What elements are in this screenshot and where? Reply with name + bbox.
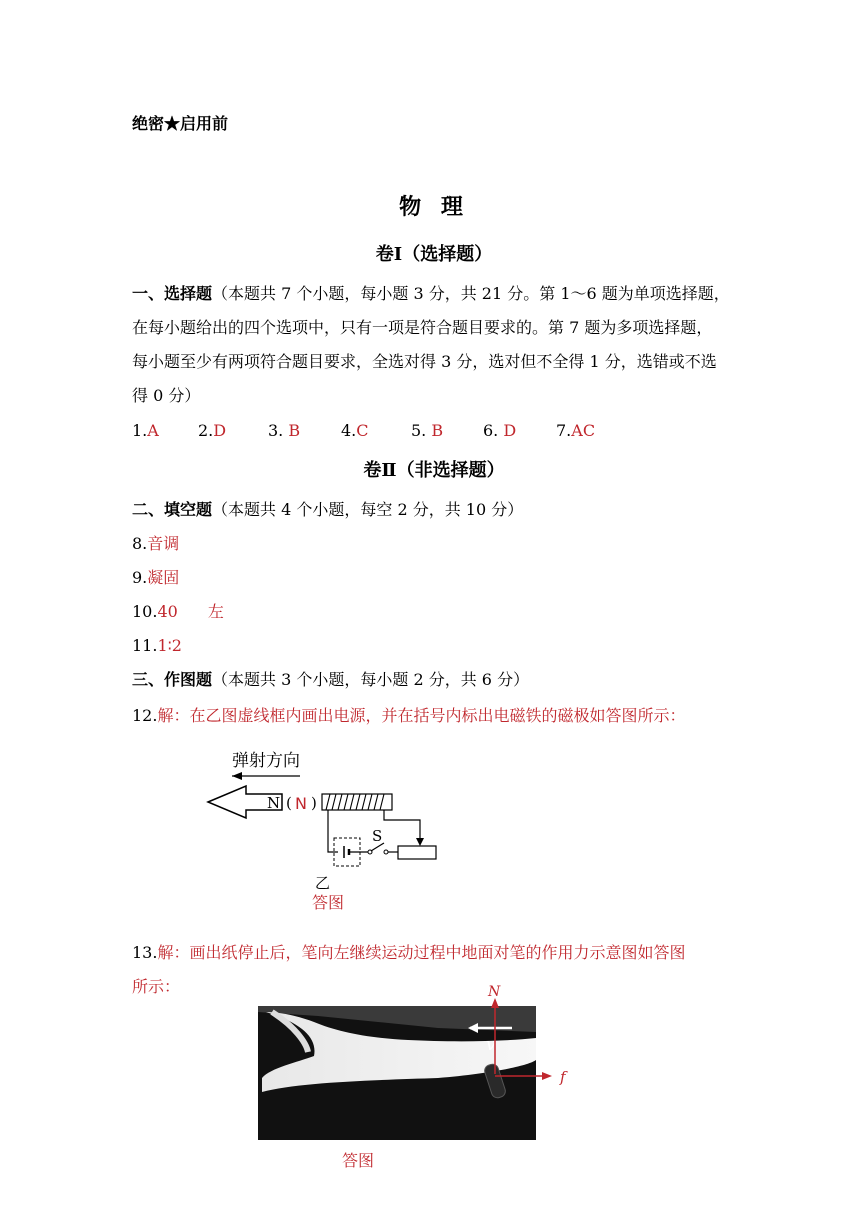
fig12-label: 乙 — [315, 874, 331, 892]
electromagnet-figure — [200, 742, 460, 912]
section3-heading — [132, 663, 529, 697]
section1-line2: 在每小题给出的四个选项中，只有一项是符合题目要求的。第 7 题为多项选择题， — [132, 318, 713, 337]
fig12-direction-label: 弹射方向 — [232, 751, 300, 771]
mc-answer-1: 1.A — [132, 421, 159, 440]
q9-answer: 9.凝固 — [132, 568, 180, 587]
rheostat-slider-arrow — [416, 838, 424, 846]
q8-answer: 8.音调 — [132, 534, 180, 553]
fig12-switch-label: S — [372, 827, 383, 845]
fig13-f-label: f — [560, 1068, 566, 1086]
fig12-caption: 答图 — [312, 893, 345, 912]
q10-answer: 10.40 左 — [132, 602, 224, 621]
section1-label: 一、选择题 — [132, 284, 213, 303]
fig13-n-label: N — [488, 984, 501, 1000]
mc-answer-7: 7.AC — [556, 421, 596, 440]
switch-contact — [384, 850, 388, 854]
rheostat — [398, 846, 436, 859]
wire-right — [384, 810, 420, 842]
section1-line3: 每小题至少有两项符合题目要求，全选对得 3 分，选对但不全得 1 分，选错或不选 — [132, 352, 717, 371]
section2-label: 二、填空题 — [132, 500, 213, 519]
mc-answer-6: 6. D — [483, 421, 517, 440]
section1-line1 — [132, 277, 730, 311]
q13-text-line1: 13.解：画出纸停止后，笔向左继续运动过程中地面对笔的作用力示意图如答图 — [132, 943, 686, 962]
direction-arrow-head — [232, 772, 242, 780]
mc-answer-5: 5. B — [411, 421, 444, 440]
q12-text: 12.解：在乙图虚线框内画出电源，并在括号内标出电磁铁的磁极如答图所示： — [132, 706, 686, 725]
section3-desc: （本题共 3 个小题，每小题 2 分，共 6 分） — [212, 670, 530, 689]
pen-force-figure — [258, 982, 568, 1172]
part1-heading: 卷Ⅰ（选择题） — [375, 244, 493, 265]
mc-answer-4: 4.C — [341, 421, 369, 440]
section2-desc: （本题共 4 个小题，每空 2 分，共 10 分） — [212, 500, 524, 519]
q13-text-line2: 所示： — [132, 977, 181, 996]
section3-label: 三、作图题 — [132, 670, 213, 689]
fig12-pole-answer: N — [295, 794, 307, 813]
section2-heading — [132, 493, 523, 527]
fig12-pole-n: N — [267, 794, 281, 812]
section1-line4: 得 0 分） — [132, 386, 201, 405]
fig13-caption: 答图 — [342, 1151, 375, 1170]
mc-answer-2: 2.D — [198, 421, 227, 440]
fig12-paren-close: ) — [311, 794, 317, 812]
part2-heading: 卷Ⅱ（非选择题） — [363, 460, 505, 481]
wire-left — [328, 810, 338, 852]
fig12-paren-open: ( — [286, 794, 292, 812]
fig13-v-label: v — [486, 1035, 496, 1055]
secret-label: 绝密★启用前 — [132, 114, 229, 133]
page-title: 物 理 — [399, 194, 469, 220]
section1-desc-1: （本题共 7 个小题，每小题 3 分，共 21 分。第 1～6 题为单项选择题， — [212, 284, 730, 303]
mc-answer-3: 3. B — [268, 421, 301, 440]
friction-force-arrow-head — [542, 1072, 552, 1080]
q11-answer: 11.1∶2 — [132, 636, 182, 655]
